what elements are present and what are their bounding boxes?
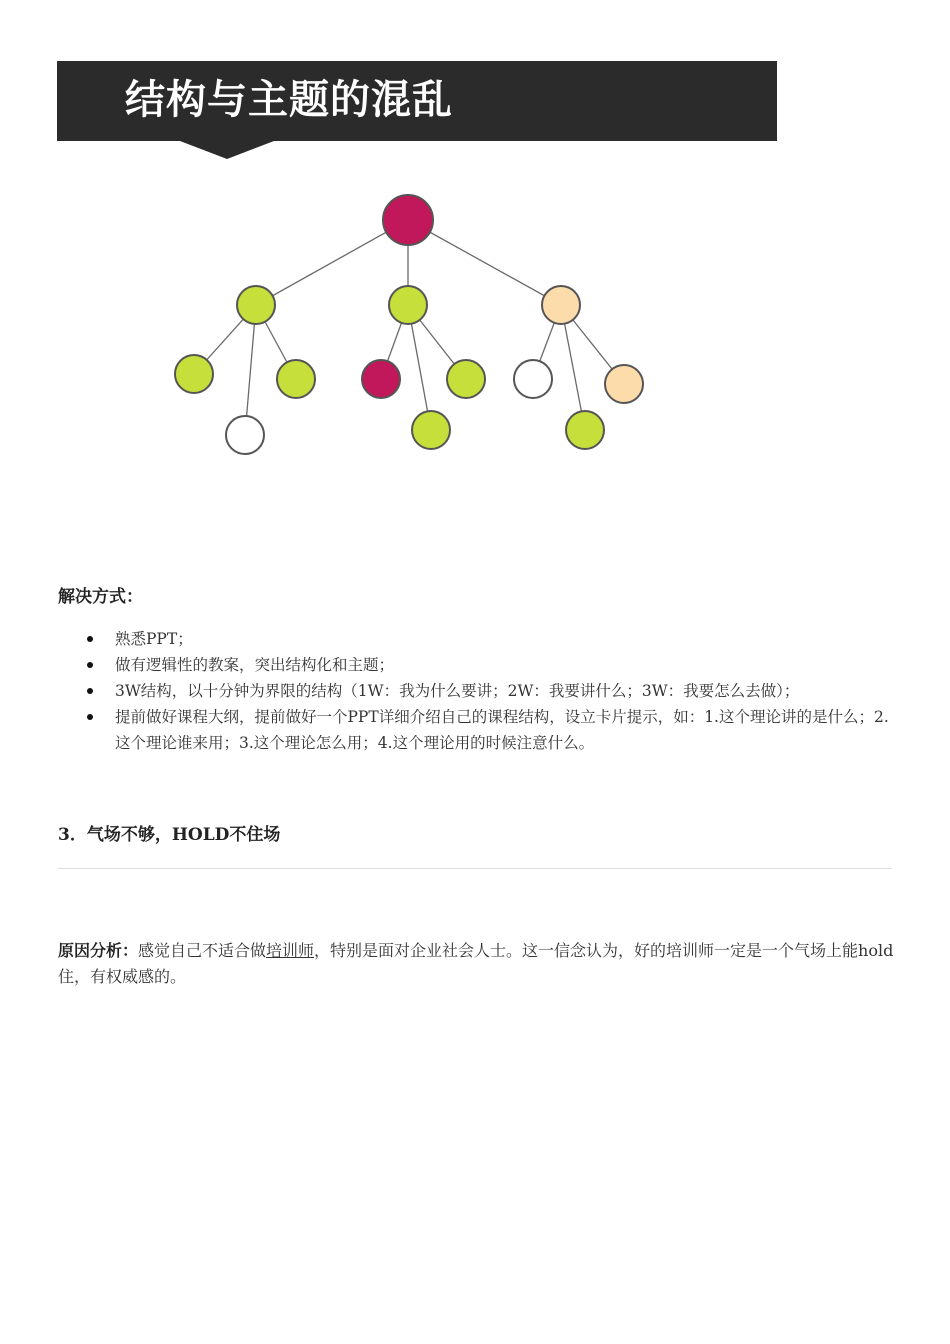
analysis-paragraph xyxy=(58,938,894,990)
tree-node-left-leaf-2 xyxy=(226,416,264,454)
tree-edge xyxy=(408,220,561,305)
tree-node-left-child xyxy=(237,286,275,324)
solution-list xyxy=(87,626,895,756)
divider xyxy=(58,868,892,869)
tree-node-right-child xyxy=(542,286,580,324)
page-title: 结构与主题的混乱 xyxy=(125,77,453,123)
analysis-text-after: ，特别是面对企业社会人士。这一信念认为，好的培训师一定是一个气场上能hold住，有权威感的。 xyxy=(58,941,894,986)
tree-node-left-leaf-1 xyxy=(175,355,213,393)
tree-node-left-leaf-3 xyxy=(277,360,315,398)
tree-node-root xyxy=(383,195,433,245)
tree-edge xyxy=(256,220,408,305)
tree-node-right-leaf-3 xyxy=(605,365,643,403)
tree-node-right-leaf-1 xyxy=(514,360,552,398)
trainer-link[interactable]: 培训师 xyxy=(266,941,315,960)
tree-nodes xyxy=(175,195,643,454)
analysis-label: 原因分析： xyxy=(58,941,139,960)
tree-node-middle-child xyxy=(389,286,427,324)
tree-node-middle-leaf-1 xyxy=(362,360,400,398)
list-item: 做有逻辑性的教案，突出结构化和主题； xyxy=(87,652,895,678)
tree-diagram xyxy=(0,0,950,520)
section-heading: 3．气场不够，HOLD不住场 xyxy=(58,825,281,845)
solution-label: 解决方式： xyxy=(58,587,143,607)
tree-node-middle-leaf-3 xyxy=(447,360,485,398)
tree-edges xyxy=(194,220,624,435)
list-item: 熟悉PPT； xyxy=(87,626,895,652)
list-item: 3W结构，以十分钟为界限的结构（1W：我为什么要讲；2W：我要讲什么；3W：我要怎么去做）； xyxy=(87,678,895,704)
analysis-text-before: 感觉自己不适合做 xyxy=(138,941,267,960)
list-item: 提前做好课程大纲，提前做好一个PPT详细介绍自己的课程结构，设立卡片提示，如：1.这个理论讲的是什么；2.这个理论谁来用；3.这个理论怎么用；4.这个理论用的时候注意什么。 xyxy=(87,704,895,756)
tree-node-right-leaf-2 xyxy=(566,411,604,449)
tree-node-middle-leaf-2 xyxy=(412,411,450,449)
